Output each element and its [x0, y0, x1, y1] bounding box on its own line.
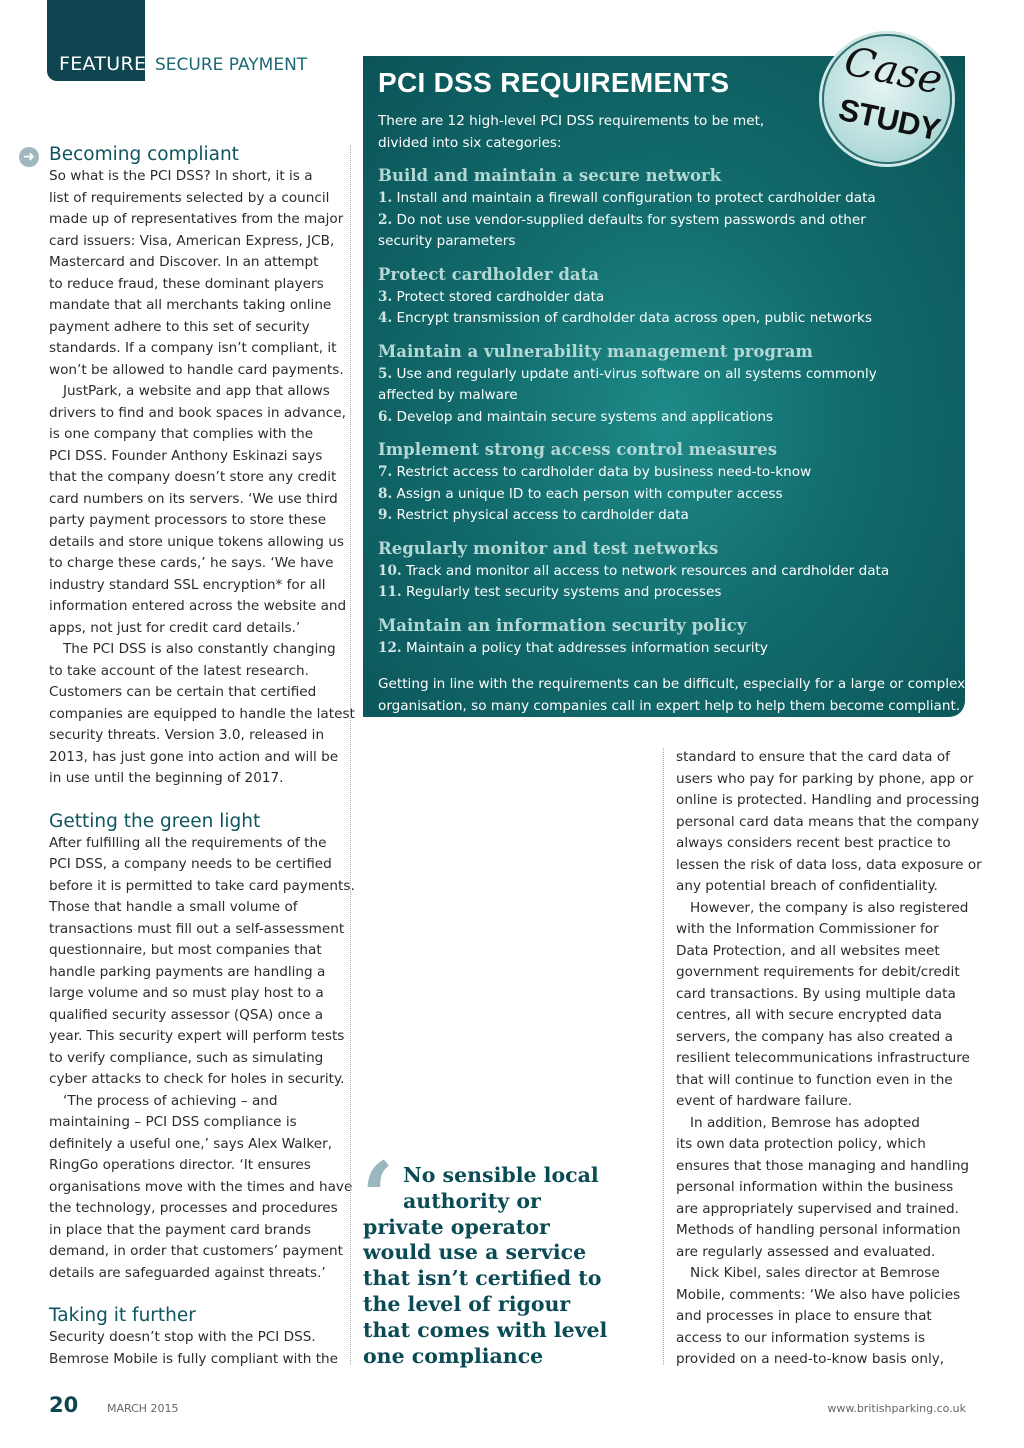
requirement-text: Use and regularly update anti-virus software on all systems commonly — [396, 365, 877, 382]
requirement-line — [378, 364, 965, 386]
quote-mark-icon: ‘ — [361, 1141, 395, 1254]
text-line: information entered across the website and — [49, 598, 347, 614]
text-line: any potential breach of confidentiality. — [676, 878, 938, 894]
text-line: 2013, has just gone into action and will be — [49, 748, 339, 765]
text-line: JustPark, a website and app that allows — [63, 383, 330, 399]
text-line: RingGo operations director. ‘It ensures — [49, 1157, 311, 1173]
category-heading: Maintain a vulnerability management program — [378, 341, 813, 361]
issue-date: MARCH 2015 — [107, 1402, 179, 1415]
requirement-number: 12. — [378, 639, 402, 656]
text-line: details are safeguarded against threats.’ — [49, 1264, 326, 1281]
text-line: drivers to find and book spaces in advance, — [49, 404, 346, 421]
text-line: transactions must fill out a self-assessment — [49, 920, 345, 937]
text-line: demand, in order that customers’ payment — [49, 1243, 343, 1259]
text-line: mandate that all merchants taking online — [49, 297, 332, 313]
text-line: Security doesn’t stop with the PCI DSS. — [49, 1329, 316, 1345]
requirement-number: 5. — [378, 365, 393, 382]
text-line: In addition, Bemrose has adopted — [690, 1114, 920, 1131]
pull-quote — [363, 1163, 607, 1369]
text-line: The PCI DSS is also constantly changing — [63, 641, 336, 657]
text-line: maintaining – PCI DSS compliance is — [49, 1114, 297, 1130]
arrow-right-icon: ➜ — [19, 147, 39, 167]
text-line: its own data protection policy, which — [676, 1136, 926, 1152]
text-line: servers, the company has also created a — [676, 1028, 953, 1045]
text-line: that the company doesn’t store any credit — [49, 469, 337, 485]
requirement-line — [378, 582, 965, 604]
badge-case: Case — [840, 38, 947, 104]
text-line: companies are equipped to handle the latest — [49, 705, 355, 722]
requirement-number: 11. — [378, 584, 402, 600]
page-number: 20 — [49, 1393, 79, 1417]
requirement-number: 2. — [378, 211, 393, 228]
requirement-number: 7. — [378, 464, 393, 480]
text-line: security threats. Version 3.0, released in — [49, 727, 325, 743]
requirement-text: Maintain a policy that addresses information security — [405, 639, 768, 656]
quote-line: the level of rigour — [363, 1291, 571, 1316]
text-line: year. This security expert will perform tests — [49, 1028, 345, 1044]
category-heading: Maintain an information security policy — [378, 615, 747, 635]
requirement-number: 1. — [378, 190, 393, 206]
requirement-text: Install and maintain a firewall configuration to protect cardholder data — [396, 190, 876, 206]
text-line: ensures that those managing and handling — [676, 1157, 970, 1174]
requirement-line — [378, 638, 965, 660]
requirement-text: Restrict physical access to cardholder data — [396, 507, 689, 523]
text-line: PCI DSS, a company needs to be certified — [49, 856, 332, 872]
column-divider — [663, 748, 664, 1365]
requirement-text: Develop and maintain secure systems and applications — [396, 408, 774, 425]
text-line: party payment processors to store these — [49, 512, 327, 528]
text-line: Nick Kibel, sales director at Bemrose — [690, 1265, 940, 1281]
text-line: always considers recent best practice to — [676, 835, 951, 851]
text-line: card transactions. By using multiple data — [676, 985, 956, 1002]
text-line: to charge these cards,’ he says. ‘We have — [49, 555, 334, 571]
requirement-text: Regularly test security systems and processes — [405, 584, 722, 600]
category-heading: Implement strong access control measures — [378, 440, 778, 459]
quote-line: that isn’t certified to — [363, 1266, 602, 1291]
text-line: users who pay for parking by phone, app or — [676, 770, 974, 787]
requirement-number: 6. — [378, 408, 393, 425]
feature-label: FEATURE — [59, 53, 147, 75]
requirement-line — [378, 385, 965, 407]
text-line: payment adhere to this set of security — [49, 318, 310, 335]
requirement-text: Protect stored cardholder data — [396, 288, 605, 305]
text-line: lessen the risk of data loss, data exposure or — [676, 856, 982, 873]
requirement-line — [378, 231, 965, 253]
text-line: in place that the payment card brands — [49, 1221, 312, 1238]
text-line: to reduce fraud, these dominant players — [49, 275, 324, 292]
category-heading: Regularly monitor and test networks — [378, 538, 719, 558]
quote-line: No sensible local — [403, 1163, 599, 1187]
text-line: resilient telecommunications infrastructure — [676, 1050, 970, 1066]
requirement-text: Encrypt transmission of cardholder data across open, public networks — [396, 310, 873, 326]
text-line: ‘The process of achieving – and — [63, 1092, 278, 1109]
text-line: are appropriately supervised and trained. — [676, 1200, 960, 1217]
requirement-text: Restrict access to cardholder data by business need-to-know — [396, 464, 812, 480]
text-line: made up of representatives from the major — [49, 211, 344, 227]
text-line: with the Information Commissioner for — [676, 921, 939, 937]
text-line: Customers can be certain that certified — [49, 684, 317, 700]
box-intro-line: divided into six categories: — [378, 134, 562, 151]
requirement-text: Track and monitor all access to network resources and cardholder data — [405, 562, 890, 579]
requirement-line — [378, 407, 965, 429]
text-line: Methods of handling personal information — [676, 1222, 961, 1238]
requirement-number: 10. — [378, 562, 402, 579]
text-line: large volume and so must play host to a — [49, 985, 324, 1001]
text-line: Mastercard and Discover. In an attempt — [49, 254, 319, 270]
requirement-text: security parameters — [378, 233, 516, 249]
requirement-number: 3. — [378, 288, 393, 305]
text-line: list of requirements selected by a council — [49, 189, 330, 206]
text-line: standards. If a company isn’t compliant, it — [49, 340, 337, 356]
box-body — [378, 111, 965, 717]
text-line: Data Protection, and all websites meet — [676, 942, 940, 959]
text-line: online is protected. Handling and processing — [676, 792, 980, 808]
quote-line: would use a service — [363, 1240, 587, 1265]
text-line: However, the company is also registered — [690, 899, 969, 916]
quote-line: one compliance — [363, 1343, 544, 1368]
text-line: that will continue to function even in the — [676, 1071, 953, 1088]
requirement-line — [378, 188, 965, 210]
requirement-text: affected by malware — [378, 387, 518, 403]
text-line: and processes in place to ensure that — [676, 1308, 932, 1324]
text-line: card issuers: Visa, American Express, JCB, — [49, 232, 335, 249]
text-line: access to our information systems is — [676, 1329, 926, 1346]
box-intro-line: There are 12 high-level PCI DSS requirements to be met, — [378, 113, 765, 129]
text-line: Bemrose Mobile is fully compliant with the — [49, 1350, 338, 1367]
requirement-number: 9. — [378, 507, 393, 523]
requirement-line — [378, 287, 965, 309]
text-line: event of hardware failure. — [676, 1093, 853, 1109]
text-line: to take account of the latest research. — [49, 662, 309, 679]
requirement-line — [378, 210, 965, 232]
requirement-line — [378, 308, 965, 330]
text-line: definitely a useful one,’ says Alex Walker, — [49, 1135, 333, 1152]
requirement-line — [378, 462, 965, 484]
text-line: Those that handle a small volume of — [49, 899, 298, 915]
text-line: provided on a need-to-know basis only, — [676, 1351, 945, 1367]
website-url: www.britishparking.co.uk — [827, 1402, 966, 1415]
text-line: details and store unique tokens allowing us — [49, 533, 344, 550]
text-line: in use until the beginning of 2017. — [49, 770, 284, 786]
text-line: cyber attacks to check for holes in security. — [49, 1071, 345, 1087]
text-line: personal card data means that the company — [676, 813, 980, 830]
requirement-number: 4. — [378, 310, 393, 326]
quote-line: that comes with level — [363, 1317, 608, 1342]
text-line: After fulfilling all the requirements of the — [49, 834, 327, 851]
requirement-text: Do not use vendor-supplied defaults for system passwords and other — [396, 211, 866, 228]
box-title: PCI DSS REQUIREMENTS — [378, 67, 730, 98]
section-label: SECURE PAYMENT — [155, 55, 308, 75]
text-line: PCI DSS. Founder Anthony Eskinazi says — [49, 447, 323, 464]
section-heading: Getting the green light — [49, 810, 261, 832]
box-outro-line: Getting in line with the requirements can be difficult, especially for a large or complex — [378, 676, 966, 692]
text-line: So what is the PCI DSS? In short, it is a — [49, 168, 313, 184]
text-line: is one company that complies with the — [49, 426, 314, 442]
text-line: are regularly assessed and evaluated. — [676, 1243, 936, 1260]
requirement-line — [378, 484, 965, 506]
text-line: personal information within the business — [676, 1179, 954, 1195]
text-line: government requirements for debit/credit — [676, 964, 960, 980]
text-line: questionnaire, but most companies that — [49, 942, 322, 958]
text-line: handle parking payments are handling a — [49, 963, 326, 980]
box-outro-line: organisation, so many companies call in expert help to help them become compliant. — [378, 697, 961, 714]
requirement-number: 8. — [378, 485, 393, 502]
left-column — [49, 143, 355, 1370]
requirement-line — [378, 505, 965, 527]
text-line: Mobile, comments: ‘We also have policies — [676, 1286, 961, 1303]
category-heading: Build and maintain a secure network — [378, 166, 722, 185]
category-heading: Protect cardholder data — [378, 264, 599, 284]
section-heading: Taking it further — [49, 1305, 196, 1326]
feature-tab — [47, 0, 145, 81]
case-study-badge — [822, 34, 952, 164]
right-column — [676, 747, 982, 1371]
text-line: before it is permitted to take card payments. — [49, 877, 355, 894]
text-line: card numbers on its servers. ‘We use third — [49, 490, 338, 507]
text-line: organisations move with the times and have — [49, 1178, 353, 1195]
text-line: won’t be allowed to handle card payments. — [49, 361, 344, 378]
text-line: qualified security assessor (QSA) once a — [49, 1006, 324, 1023]
quote-line: authority or — [403, 1188, 541, 1213]
badge-study: STUDY — [835, 91, 944, 148]
text-line: apps, not just for credit card details.’ — [49, 619, 301, 636]
text-line: centres, all with secure encrypted data — [676, 1007, 943, 1023]
text-line: the technology, processes and procedures — [49, 1200, 338, 1216]
text-line: standard to ensure that the card data of — [676, 749, 950, 765]
section-heading: Becoming compliant — [49, 144, 239, 165]
requirement-line — [378, 561, 965, 583]
text-line: to verify compliance, such as simulating — [49, 1049, 324, 1066]
quote-line: private operator — [363, 1214, 550, 1239]
text-line: industry standard SSL encryption* for all — [49, 576, 326, 593]
requirement-text: Assign a unique ID to each person with computer access — [396, 485, 783, 502]
column-divider — [350, 145, 351, 1365]
